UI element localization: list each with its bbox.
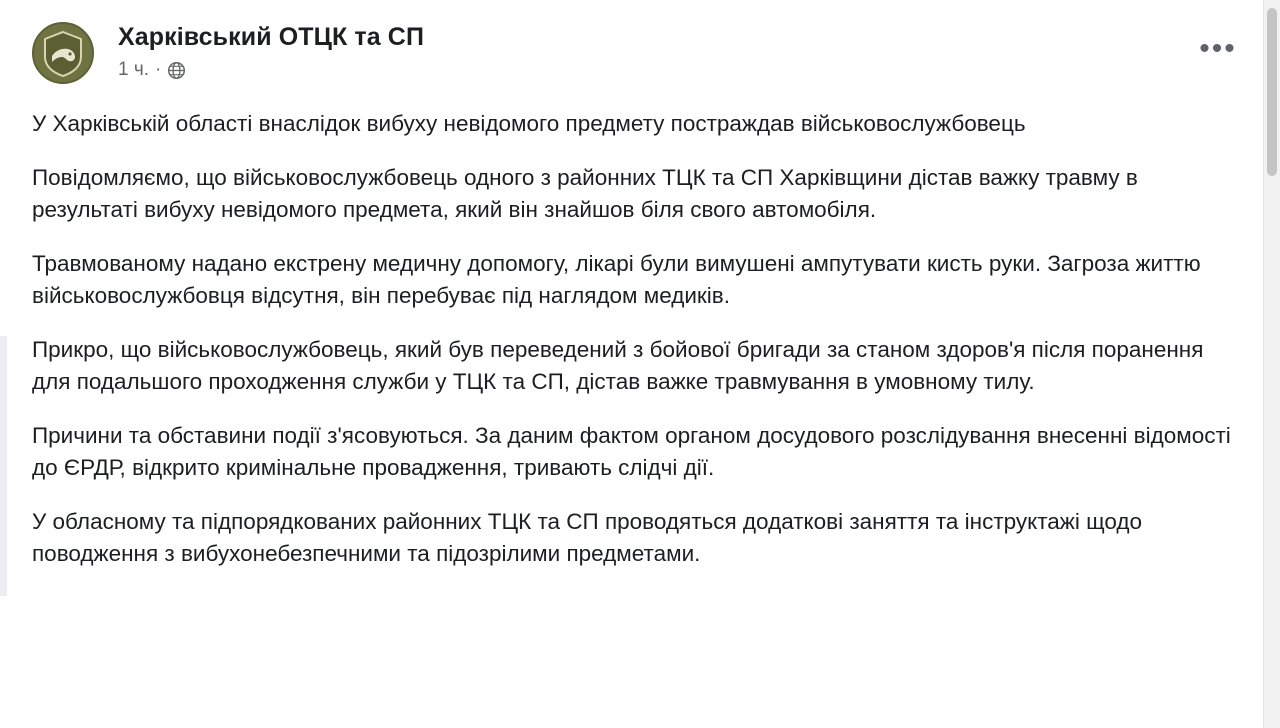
- post-body: [8, 108, 1264, 570]
- facebook-post-card: [8, 0, 1264, 728]
- post-timestamp[interactable]: 1 ч.: [118, 59, 150, 80]
- left-gutter: [0, 0, 8, 728]
- left-gutter-shade: [0, 336, 7, 596]
- globe-icon-svg: [167, 61, 186, 80]
- post-paragraph: Травмованому надано екстрену медичну допомогу, лікарі були вимушені ампутувати кисть руки. Загроза життю військовослужбовця відсутня, він перебуває під наглядом медиків.: [32, 251, 1201, 308]
- post-header: [8, 0, 1264, 104]
- more-options-button[interactable]: •••: [1199, 32, 1237, 65]
- emblem-icon: [34, 24, 92, 82]
- post-meta: [118, 59, 424, 81]
- avatar[interactable]: [32, 22, 94, 84]
- post-paragraph: Повідомляємо, що військовослужбовець одного з районних ТЦК та СП Харківщини дістав важку травму в результаті вибуху невідомого предмета, який він знайшов біля свого автомобіля.: [32, 165, 1138, 222]
- globe-icon[interactable]: [167, 61, 186, 80]
- scrollbar-thumb[interactable]: [1267, 8, 1277, 176]
- page-title[interactable]: Харківський ОТЦК та СП: [118, 23, 425, 51]
- post-paragraph: У Харківській області внаслідок вибуху невідомого предмету постраждав військовослужбовець: [32, 111, 1026, 136]
- post-header-text: [118, 22, 424, 81]
- post-paragraph: Причини та обставини події з'ясовуються. За даним фактом органом досудового розслідування внесенні відомості до ЄРДР, відкрито кримінальне провадження, тривають слідчі дії.: [32, 423, 1231, 480]
- vertical-scrollbar[interactable]: [1263, 0, 1280, 728]
- post-paragraph: Прикро, що військовослужбовець, який був переведений з бойової бригади за станом здоров'я після поранення для подальшого проходження служби у ТЦК та СП, дістав важке травмування в умовному тилу.: [32, 337, 1204, 394]
- post-paragraph: У обласному та підпорядкованих районних ТЦК та СП проводяться додаткові заняття та інструктажі щодо поводження з вибухонебезпечними та підозрілими предметами.: [32, 509, 1143, 566]
- meta-separator: ·: [155, 59, 162, 80]
